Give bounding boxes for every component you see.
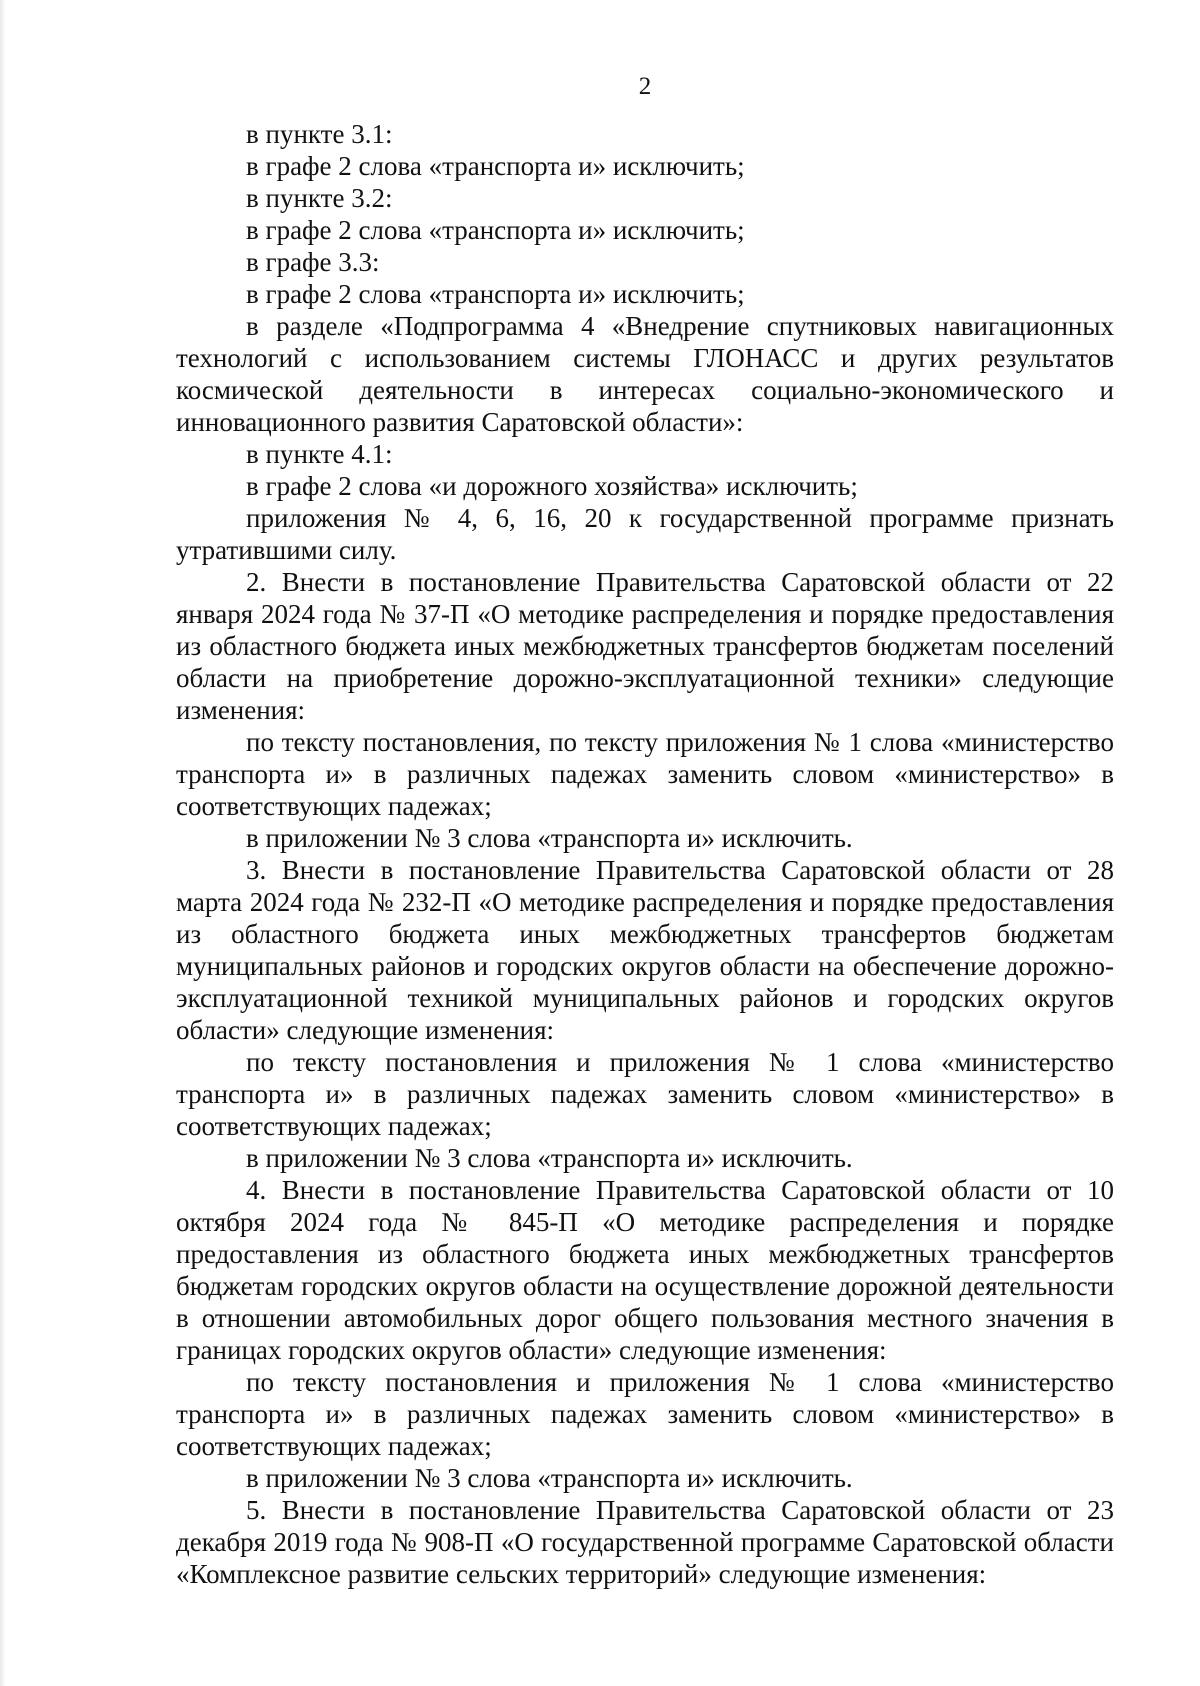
paragraph: в пункте 3.2: bbox=[246, 183, 393, 213]
paragraph: в приложении № 3 слова «транспорта и» исключить. bbox=[246, 1463, 853, 1493]
paragraph: в графе 2 слова «транспорта и» исключить; bbox=[246, 279, 745, 309]
document-body bbox=[176, 118, 1114, 1590]
paragraph: 4. Внести в постановление Правительства Саратовской области от 10 октября 2024 года № 845-П «О методике распределения и порядке предоставления из областного бюджета иных межбюджетных трансфертов бюджетам городских округов области на осуществление дорожной деятельности в отношении автомобильных дорог общего пользования местного значения в границах городских округов области» следующие изменения: bbox=[176, 1175, 1114, 1365]
paragraph: по тексту постановления и приложения № 1 слова «министерство транспорта и» в различных падежах заменить словом «министерство» в соответствующих падежах; bbox=[176, 1367, 1114, 1461]
paragraph: в графе 2 слова «транспорта и» исключить; bbox=[246, 215, 745, 245]
paragraph: 5. Внести в постановление Правительства Саратовской области от 23 декабря 2019 года № 908-П «О государственной программе Саратовской области «Комплексное развитие сельских территорий» следующие изменения: bbox=[176, 1495, 1114, 1589]
scan-edge bbox=[0, 0, 6, 1686]
paragraph: в графе 3.3: bbox=[246, 247, 380, 277]
paragraph: 2. Внести в постановление Правительства Саратовской области от 22 января 2024 года № 37-П «О методике распределения и порядке предоставления из областного бюджета иных межбюджетных трансфертов бюджетам поселений области на приобретение дорожно-эксплуатационной техники» следующие изменения: bbox=[176, 567, 1114, 725]
paragraph: в пункте 3.1: bbox=[246, 119, 393, 149]
paragraph: в пункте 4.1: bbox=[246, 439, 393, 469]
paragraph: в приложении № 3 слова «транспорта и» исключить. bbox=[246, 823, 853, 853]
paragraph: приложения № 4, 6, 16, 20 к государственной программе признать утратившими силу. bbox=[176, 503, 1114, 565]
paragraph: по тексту постановления и приложения № 1 слова «министерство транспорта и» в различных падежах заменить словом «министерство» в соответствующих падежах; bbox=[176, 1047, 1114, 1141]
paragraph: в приложении № 3 слова «транспорта и» исключить. bbox=[246, 1143, 853, 1173]
paragraph: по тексту постановления, по тексту приложения № 1 слова «министерство транспорта и» в различных падежах заменить словом «министерство» в соответствующих падежах; bbox=[176, 727, 1114, 821]
page-number: 2 bbox=[638, 73, 652, 100]
paragraph: в графе 2 слова «и дорожного хозяйства» исключить; bbox=[246, 471, 858, 501]
paragraph: 3. Внести в постановление Правительства Саратовской области от 28 марта 2024 года № 232-П «О методике распределения и порядке предоставления из областного бюджета иных межбюджетных трансфертов бюджетам муниципальных районов и городских округов области на обеспечение дорожно-эксплуатационной техникой муниципальных районов и городских округов области» следующие изменения: bbox=[176, 855, 1114, 1045]
paragraph: в графе 2 слова «транспорта и» исключить; bbox=[246, 151, 745, 181]
paragraph: в разделе «Подпрограмма 4 «Внедрение спутниковых навигационных технологий с использованием системы ГЛОНАСС и других результатов космической деятельности в интересах социально-экономического и инновационного развития Саратовской области»: bbox=[176, 311, 1114, 437]
